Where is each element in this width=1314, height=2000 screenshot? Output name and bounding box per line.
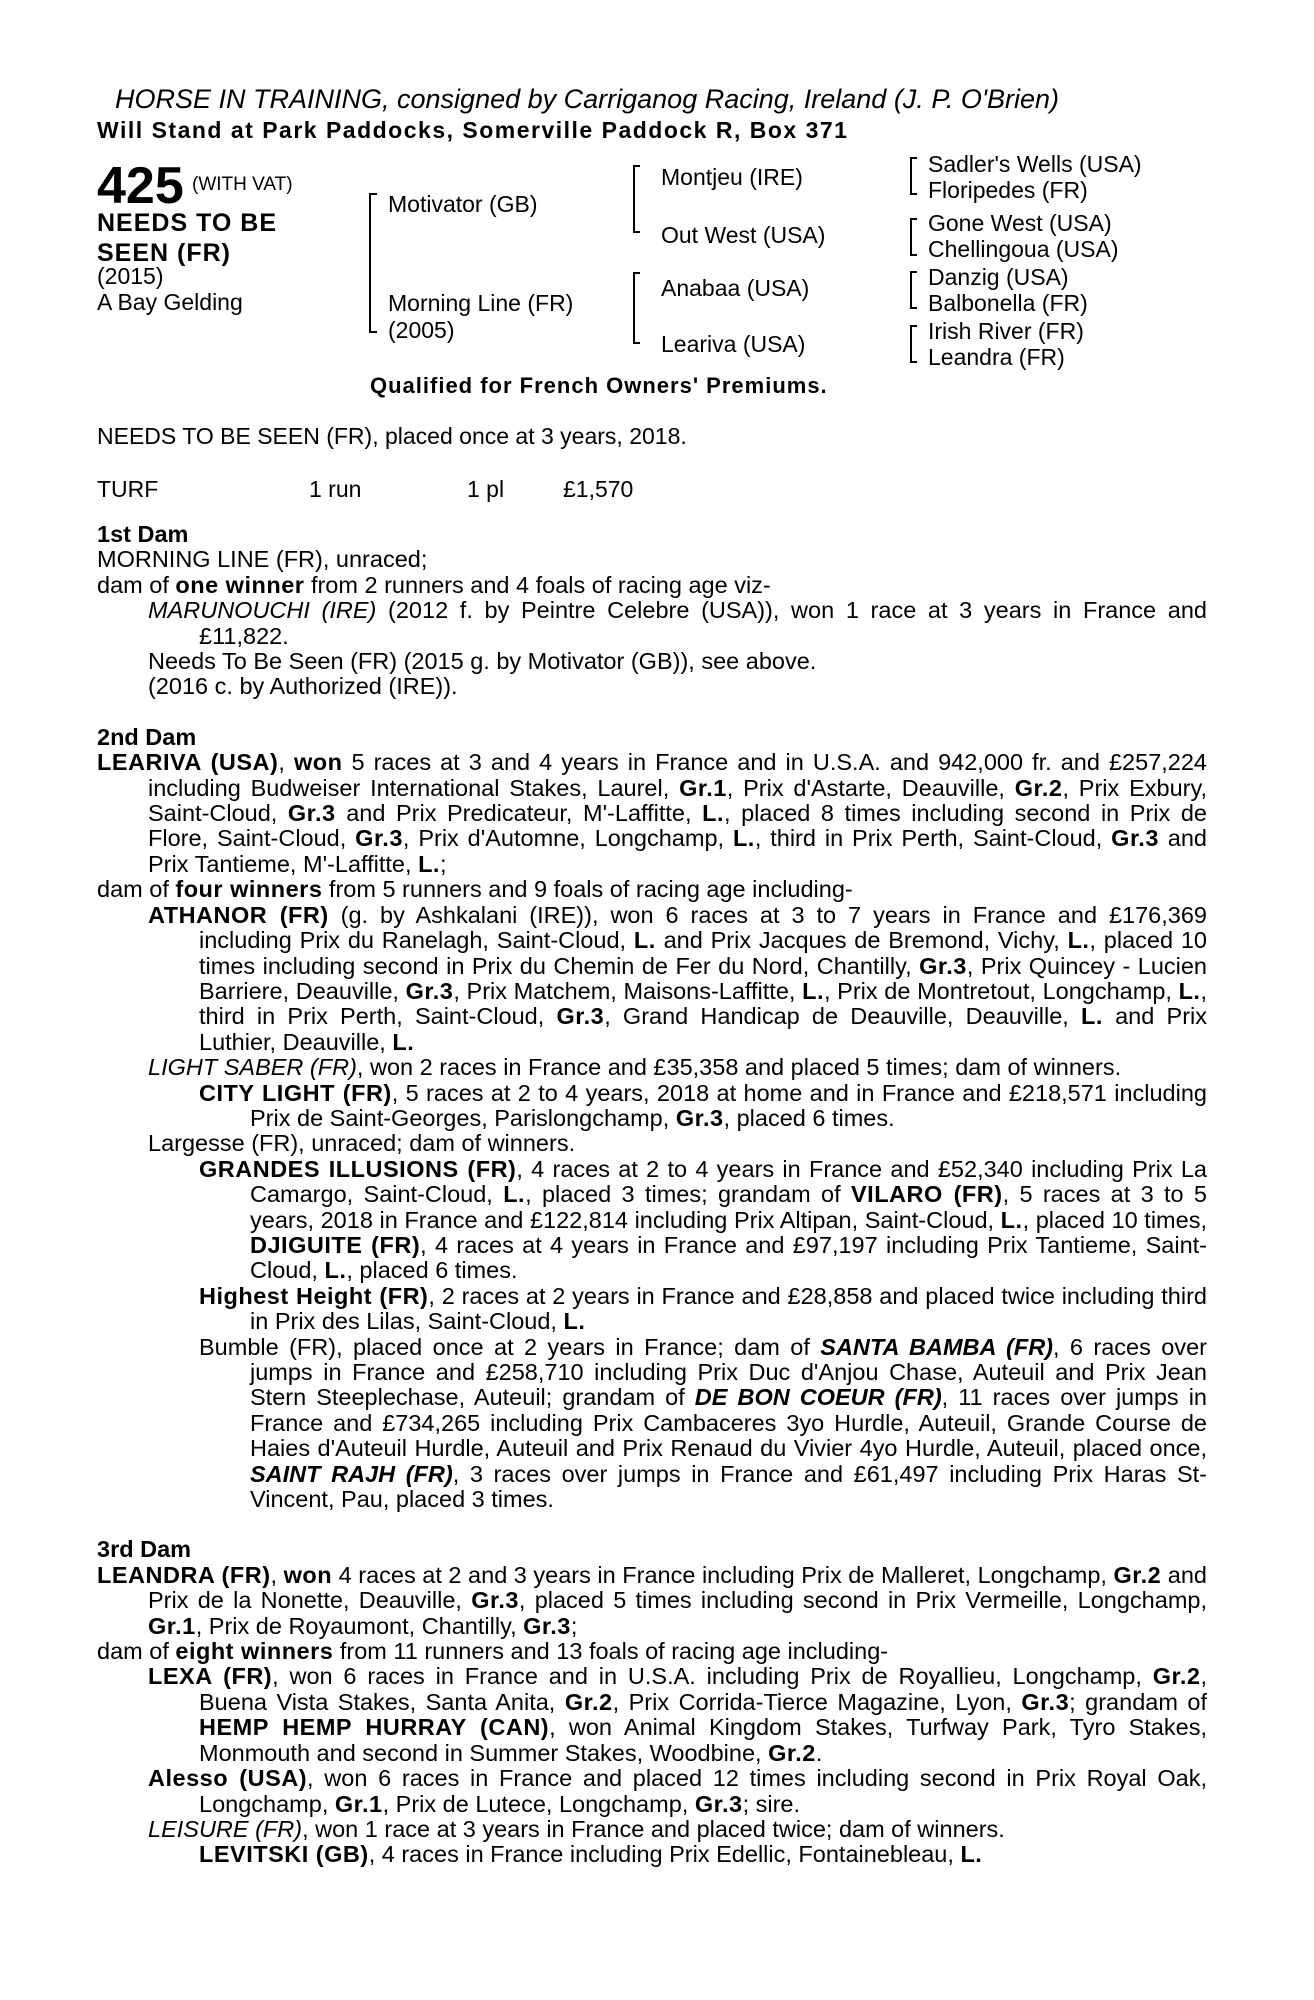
text-run: eight winners — [175, 1638, 334, 1665]
first-dam-heading: 1st Dam — [97, 521, 189, 547]
pedigree-bracket-dam — [633, 272, 640, 344]
text-run: L. — [732, 825, 755, 852]
text-run: , 4 races at 4 years in France and £97,197 including Prix Tantieme, Saint-Cloud, — [250, 1231, 1207, 1284]
text-run: won — [293, 749, 343, 776]
produce-grandes-illusions — [97, 1157, 1207, 1284]
pedigree-sire-sire: Montjeu (IRE) — [661, 164, 803, 190]
text-run: , 2 races at 2 years in France and £28,858 and placed twice including third in Prix des Lilas, Saint-Cloud, — [250, 1282, 1207, 1335]
text-run: , 6 races over jumps in France and £258,710 including Prix Duc d'Anjou Chase, Auteuil and Prix Jean Stern Steeplechase, Auteuil; grandam of — [250, 1333, 1207, 1411]
text-run: , placed 6 times. — [346, 1257, 518, 1284]
text-run: ; grandam of — [1069, 1688, 1208, 1715]
pedigree-sdd: Chellingoua (USA) — [928, 236, 1119, 262]
text-run: L. — [324, 1257, 347, 1284]
text-run: Gr.3 — [287, 800, 336, 827]
text-run: Gr.1 — [148, 1612, 196, 1639]
text-run: L. — [1000, 1206, 1023, 1233]
text-run: Gr.3 — [1111, 825, 1159, 852]
text-run: , placed 8 times including second in Prix de Flore, Saint-Cloud, — [148, 800, 1207, 852]
turf-runs: 1 run — [309, 476, 362, 502]
first-dam-line: MORNING LINE (FR), unraced; — [97, 546, 428, 573]
text-run: Gr.1 — [334, 1790, 383, 1817]
produce-lexa — [97, 1664, 1207, 1766]
text-run: , Buena Vista Stakes, Santa Anita, — [199, 1663, 1207, 1715]
text-run: L. — [392, 1028, 415, 1055]
text-run: LIGHT SABER (FR) — [148, 1054, 357, 1081]
produce-bumble — [97, 1335, 1207, 1513]
turf-placed: 1 pl — [467, 476, 505, 502]
foaling-year: (2015) — [97, 263, 164, 289]
text-run: DE BON COEUR (FR) — [694, 1384, 942, 1411]
pedigree-bracket-ds — [910, 271, 917, 309]
second-dam-record — [97, 750, 1207, 877]
produce-needs-to-be-seen: Needs To Be Seen (FR) (2015 g. by Motivator (GB)), see above. — [148, 648, 817, 675]
text-run: L. — [802, 977, 824, 1004]
text-run: Gr.1 — [679, 774, 727, 801]
text-run: LEANDRA (FR) — [97, 1561, 271, 1588]
text-run: dam of — [97, 876, 176, 903]
pedigree-bracket-dd — [910, 325, 917, 363]
text-run: LEXA (FR) — [148, 1663, 273, 1690]
text-run: Gr.3 — [675, 1104, 724, 1131]
text-run: and Prix de la Nonette, Deauville, — [148, 1561, 1207, 1614]
horse-name — [97, 208, 277, 268]
text-run: , 5 races at 2 to 4 years, 2018 at home and in France and £218,571 including Prix de Saint-Georges, Parislongchamp, — [250, 1079, 1207, 1131]
text-run: Gr.2 — [1113, 1561, 1162, 1588]
text-run: , Prix Quincey - Lucien Barriere, Deauville, — [199, 952, 1208, 1004]
pedigree-dam-sire: Anabaa (USA) — [661, 275, 810, 301]
text-run: from 5 runners and 9 foals of racing age including- — [322, 876, 853, 903]
text-run: LEISURE (FR) — [148, 1815, 303, 1842]
text-run: , 5 races at 3 to 5 years, 2018 in France and £122,814 including Prix Altipan, Saint-Cloud, — [250, 1181, 1208, 1233]
text-run: and Prix Tantieme, M'-Laffitte, — [148, 825, 1207, 877]
text-run: , won 2 races in France and £35,358 and placed 5 times; dam of winners. — [356, 1054, 1122, 1081]
text-run: Gr.3 — [523, 1612, 571, 1639]
text-run: L. — [1081, 1003, 1103, 1030]
text-run: , — [278, 749, 294, 776]
pedigree-dsd: Balbonella (FR) — [928, 290, 1088, 316]
turf-label: TURF — [97, 476, 159, 502]
text-run: , Prix de Lutece, Longchamp, — [382, 1790, 695, 1817]
produce-highest-height — [97, 1284, 1207, 1335]
text-run: , Prix Corrida-Tierce Magazine, Lyon, — [612, 1688, 1022, 1715]
text-run: L. — [418, 850, 440, 877]
produce-largesse — [97, 1131, 1207, 1156]
produce-2016-colt: (2016 c. by Authorized (IRE)). — [148, 673, 458, 700]
text-run: , Prix de Montretout, Longchamp, — [823, 977, 1179, 1004]
text-run: dam of — [97, 1638, 176, 1665]
produce-leisure — [97, 1817, 1207, 1842]
text-run: Gr.3 — [405, 977, 454, 1004]
text-run: Gr.3 — [355, 825, 403, 852]
text-run: , Prix d'Astarte, Deauville, — [726, 774, 1015, 801]
text-run: Alesso (USA) — [148, 1765, 308, 1792]
text-run: L. — [633, 927, 656, 954]
text-run: Bumble (FR), placed once at 2 years in France; dam of — [199, 1333, 821, 1360]
text-run: ATHANOR (FR) — [148, 901, 329, 928]
text-run: LEVITSKI (GB) — [199, 1841, 369, 1868]
text-run: L. — [503, 1181, 526, 1208]
text-run: HEMP HEMP HURRAY (CAN) — [199, 1714, 550, 1741]
text-run: Gr.3 — [694, 1790, 743, 1817]
pedigree-dam-year: (2005) — [388, 317, 455, 343]
text-run: ; — [570, 1612, 578, 1639]
text-run: L. — [960, 1841, 983, 1868]
first-dam-produce-line: dam of one winner from 2 runners and 4 foals of racing age viz- — [97, 571, 771, 598]
horse-description: A Bay Gelding — [97, 289, 243, 315]
text-run: SANTA BAMBA (FR) — [820, 1333, 1053, 1360]
pedigree-ddd: Leandra (FR) — [928, 344, 1065, 370]
text-run: and Prix Luthier, Deauville, — [199, 1003, 1207, 1055]
turf-earnings: £1,570 — [563, 476, 634, 502]
text-run: four winners — [175, 876, 323, 903]
text-run: 5 races at 3 and 4 years in France and in U.S.A. and 942,000 fr. and £257,224 including Budweiser International Stakes, Laurel, — [148, 749, 1208, 801]
text-run: , won Animal Kingdom Stakes, Turfway Park, Tyro Stakes, Monmouth and second in Summer Stakes, Woodbine, — [199, 1714, 1207, 1766]
pedigree-bracket-sd — [910, 218, 917, 256]
produce-light-saber — [97, 1055, 1207, 1080]
text-run: , Prix d'Automne, Longchamp, — [402, 825, 733, 852]
pedigree-dss: Danzig (USA) — [928, 264, 1069, 290]
text-run: , Prix de Royaumont, Chantilly, — [195, 1612, 524, 1639]
race-summary: NEEDS TO BE SEEN (FR), placed once at 3 years, 2018. — [97, 423, 687, 449]
text-run: Largesse (FR), unraced; dam of winners. — [148, 1130, 576, 1157]
pedigree-dds: Irish River (FR) — [928, 318, 1084, 344]
text-run: GRANDES ILLUSIONS (FR) — [199, 1155, 517, 1182]
text-run: 4 races at 2 and 3 years in France including Prix de Malleret, Longchamp, — [332, 1561, 1114, 1588]
text-run: , won 1 race at 3 years in France and placed twice; dam of winners. — [302, 1815, 1005, 1842]
text-run: Highest Height (FR) — [199, 1282, 429, 1309]
pedigree-dam-dam: Leariva (USA) — [661, 331, 806, 357]
text-run: , Grand Handicap de Deauville, Deauville, — [604, 1003, 1082, 1030]
text-run: L. — [702, 800, 724, 827]
stand-location: Will Stand at Park Paddocks, Somerville Paddock R, Box 371 — [97, 117, 849, 143]
qualified-note: Qualified for French Owners' Premiums. — [370, 373, 828, 398]
text-run: , Prix Matchem, Maisons-Laffitte, — [453, 977, 803, 1004]
consignor-heading: HORSE IN TRAINING, consigned by Carriganog Racing, Ireland (J. P. O'Brien) — [115, 84, 1060, 114]
text-run: CITY LIGHT (FR) — [199, 1079, 392, 1106]
produce-marunouchi: MARUNOUCHI (IRE) (2012 f. by Peintre Celebre (USA)), won 1 race at 3 years in France and £11,822. — [148, 597, 1207, 649]
text-run: (g. by Ashkalani (IRE)), won 6 races at 3 to 7 years in France and £176,369 including Prix du Ranelagh, Saint-Cloud, — [199, 901, 1207, 954]
text-run: Gr.2 — [1152, 1663, 1201, 1690]
text-run: , Prix Exbury, Saint-Cloud, — [148, 774, 1207, 827]
text-run: , 3 races over jumps in France and £61,497 including Prix Haras St-Vincent, Pau, placed 3 times. — [250, 1460, 1207, 1513]
text-run: Gr.2 — [1014, 774, 1063, 801]
text-run: . — [815, 1739, 823, 1766]
third-dam-record — [97, 1563, 1207, 1639]
text-run: , third in Prix Perth, Saint-Cloud, — [199, 977, 1207, 1030]
text-run: , won 6 races in France and in U.S.A. including Prix de Royallieu, Longchamp, — [272, 1663, 1153, 1690]
third-dam-heading: 3rd Dam — [97, 1536, 192, 1563]
vat-note: (WITH VAT) — [192, 174, 293, 195]
text-run: L. — [1067, 927, 1090, 954]
produce-city-light — [97, 1081, 1207, 1132]
text-run: , placed 10 times including second in Prix du Chemin de Fer du Nord, Chantilly, — [199, 927, 1207, 979]
text-run: VILARO (FR) — [850, 1181, 1003, 1208]
text-run: LEARIVA (USA) — [97, 749, 279, 776]
horse-name-line1: NEEDS TO BE — [97, 209, 278, 237]
text-run: , placed 5 times including second in Prix Vermeille, Longchamp, — [518, 1587, 1207, 1614]
text-run: , placed 6 times. — [723, 1104, 895, 1131]
text-run: Gr.3 — [1021, 1688, 1070, 1715]
text-run: , — [270, 1561, 284, 1588]
third-dam-produce-line — [97, 1639, 1207, 1664]
text-run: , placed 3 times; grandam of — [525, 1181, 851, 1208]
text-run: Gr.3 — [471, 1587, 519, 1614]
text-run: L. — [563, 1308, 586, 1335]
text-run: Gr.2 — [564, 1688, 613, 1715]
text-run: , 11 races over jumps in France and £734,265 including Prix Cambaceres 3yo Hurdle, Auteuil, Grande Course de Haies d'Auteuil Hurdle, Auteuil and Prix Renaud du Vivier 4yo Hurdle, Auteuil, placed once, — [250, 1384, 1207, 1462]
text-run: L. — [1178, 977, 1201, 1004]
text-run: Gr.2 — [768, 1739, 816, 1766]
pedigree-sds: Gone West (USA) — [928, 210, 1112, 236]
text-run: SAINT RAJH (FR) — [250, 1460, 453, 1487]
pedigree-bracket-ss — [910, 157, 917, 195]
text-run: Gr.3 — [919, 952, 967, 979]
text-run: DJIGUITE (FR) — [250, 1231, 421, 1258]
text-run: , won 6 races in France and placed 12 times including second in Prix Royal Oak, Longchamp, — [199, 1765, 1207, 1817]
lot-number: 425 — [97, 157, 184, 215]
text-run: and Prix Predicateur, M'-Laffitte, — [335, 800, 703, 827]
pedigree-notes — [97, 522, 1207, 1868]
pedigree-sire: Motivator (GB) — [388, 191, 538, 217]
text-run: and Prix Jacques de Bremond, Vichy, — [655, 927, 1068, 954]
horse-name-line2: SEEN (FR) — [97, 239, 231, 267]
pedigree-bracket-sire — [633, 165, 640, 233]
pedigree-bracket-sire-dam — [369, 193, 377, 333]
text-run: ; sire. — [742, 1790, 801, 1817]
second-dam-heading: 2nd Dam — [97, 723, 197, 750]
pedigree-sire-dam: Out West (USA) — [661, 222, 826, 248]
produce-levitski — [97, 1842, 1207, 1867]
text-run: , placed 10 times, — [1022, 1206, 1207, 1233]
pedigree-dam: Morning Line (FR) — [388, 290, 574, 316]
text-run: Gr.3 — [556, 1003, 605, 1030]
pedigree-ssd: Floripedes (FR) — [928, 177, 1088, 203]
text-run: , 4 races at 2 to 4 years in France and £52,340 including Prix La Camargo, Saint-Cloud, — [250, 1155, 1207, 1208]
text-run: , 4 races in France including Prix Edellic, Fontainebleau, — [368, 1841, 961, 1868]
text-run: won — [283, 1561, 333, 1588]
produce-alesso — [97, 1766, 1207, 1817]
produce-athanor — [97, 903, 1207, 1055]
text-run: from 11 runners and 13 foals of racing age including- — [333, 1638, 889, 1665]
text-run: , third in Prix Perth, Saint-Cloud, — [754, 825, 1112, 852]
text-run: ; — [439, 850, 447, 877]
second-dam-produce-line — [97, 877, 1207, 902]
pedigree-sss: Sadler's Wells (USA) — [928, 151, 1142, 177]
